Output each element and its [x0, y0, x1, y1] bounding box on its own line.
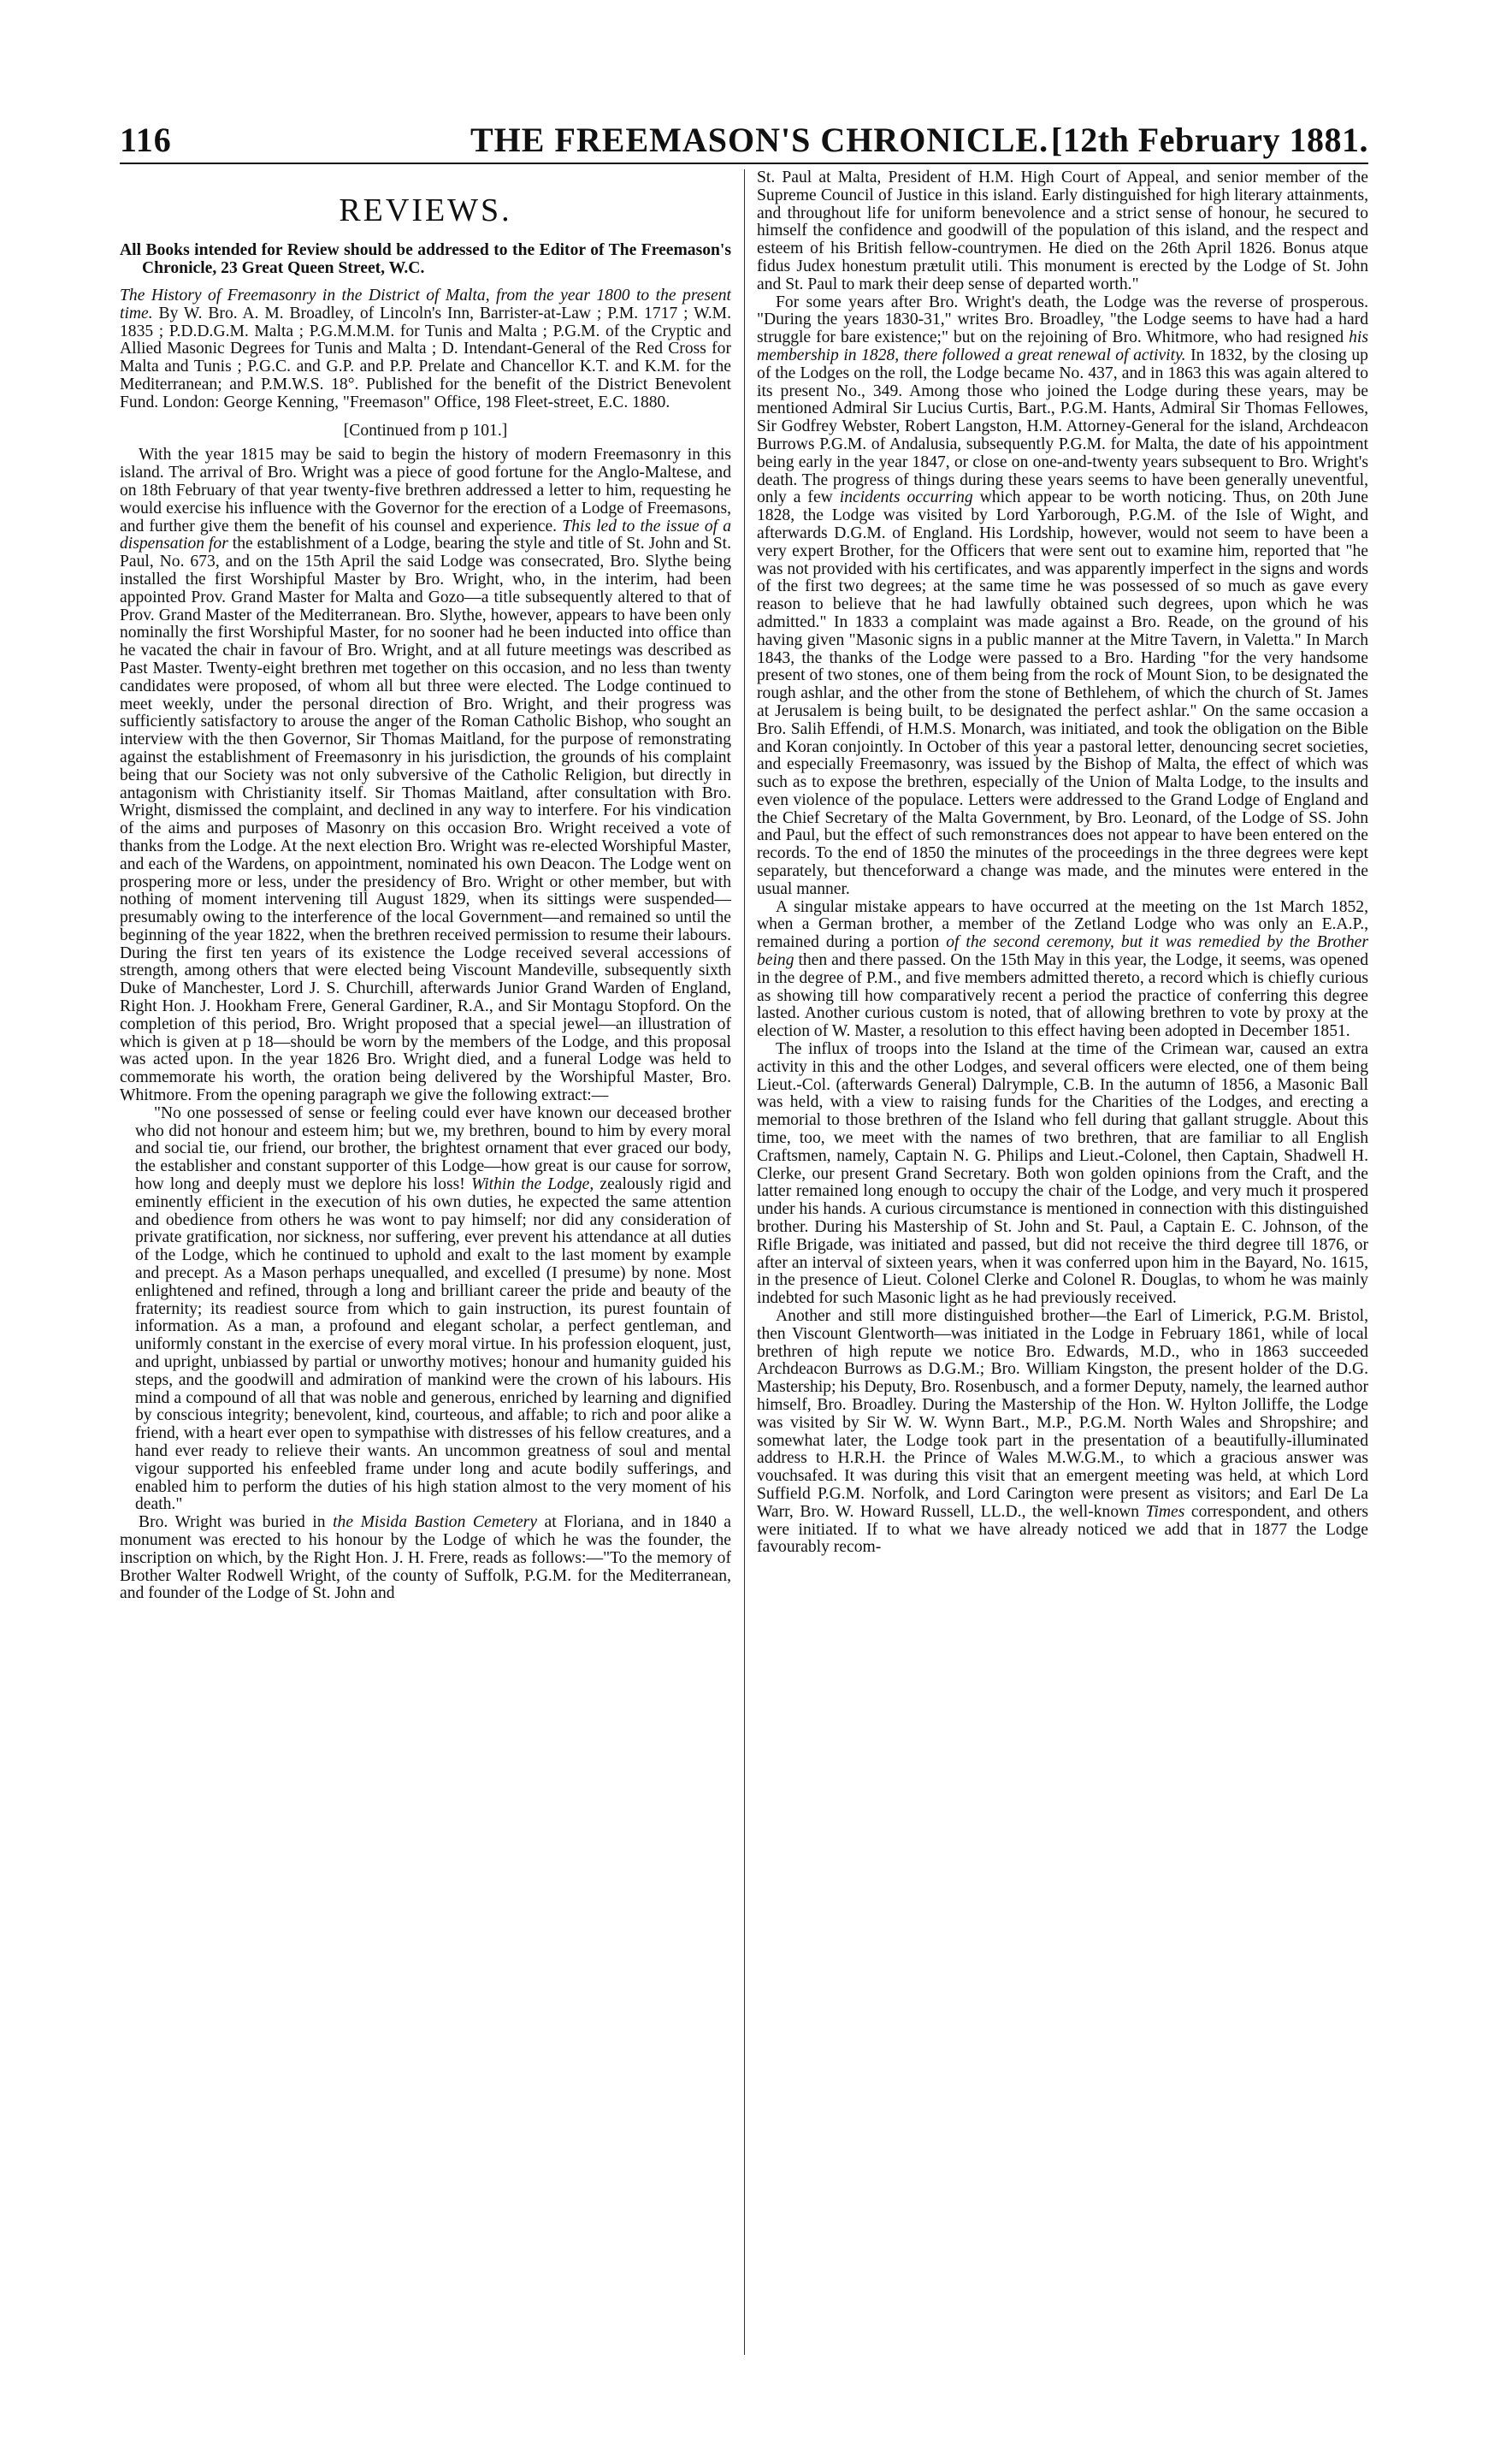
quote-text: zealously rigid and eminently efficient in the execution of his own duties, he expected the same attention and obedience from others he was wont to pay himself; nor did any consideration of private gratification, nor sickness, nor suffering, ever prevent his attendance at all duties of the Lodge, which he continued to uphold and exalt to the last moment by example and precept. As a Mason perhaps unequalled, and excelled (I presume) by none. Most enlightened and refined, through a long and brilliant career the pride and beauty of the fraternity; its readiest source from which to gain instruction, its purest fountain of information. As a man, a profound and elegant scholar, a perfect gentleman, and uniformly constant in the exercise of every moral virtue. In his profession eloquent, just, and upright, unbiassed by partial or unworthy motives; honour and humanity guided his steps, and the goodwill and admiration of mankind were the crown of his labours. His mind a compound of all that was noble and generous, enriched by learning and dignified by conscious integrity; benevolent, kind, courteous, and affable; to rich and poor alike a friend, with a heart ever open to sympathise with distresses of his fellow creatures, and a hand ever ready to relieve their wants. An uncommon greatness of soul and mental vigour supported his enfeebled frame under long and acute bodily sufferings, and enabled him to perform the duties of his high station almost to the very moment of his death." — [135, 1175, 731, 1514]
paragraph-text: Another and still more distinguished brother—the Earl of Limerick, P.G.M. Bristol, then Viscount Glentworth—was initiated in the Lodge in February 1861, while of local brethren of high repute we notice Bro. Edwards, M.D., who in 1863 succeeded Archdeacon Burrows as D.G.M.; Bro. William Kingston, the present holder of the D.G. Mastership; his Deputy, Bro. Rosenbusch, and a former Deputy, namely, the learned author himself, Bro. Broadley. During the Mastership of the Hon. W. Hylton Jolliffe, the Lodge was visited by Sir W. W. Wynn Bart., M.P., P.G.M. North Wales and Shropshire; and somewhat later, the Lodge took part in the presentation of a beautifully-illuminated address to H.R.H. the Prince of Wales M.W.G.M., to which a gracious answer was vouchsafed. It was during this visit that an emergent meeting was held, at which Lord Suffield P.G.M. Norfolk, and Lord Carington were present as visitors; and Earl De La Warr, Bro. W. Howard Russell, LL.D., the well-known — [757, 1307, 1368, 1521]
book-details: By W. Bro. A. M. Broadley, of Lincoln's Inn, Barrister-at-Law ; P.M. 1717 ; W.M. 1835 ; P.D.D.G.M. Malta ; P.G.M.M.M. for Tunis and Malta ; P.G.M. of the Cryptic and Allied Masonic Degrees for Tunis and Malta ; D. Intendant-General of the Red Cross for Malta and Tunis ; P.G.C. and G.P. and P.P. Prelate and Chancellor K.T. and K.M. for the Mediterranean; and P.M.W.S. 18°. Published for the benefit of the District Benevolent Fund. London: George Kenning, "Freemason" Office, 198 Fleet-street, E.C. 1880. — [120, 304, 731, 411]
paragraph-italic: This led to the issue of a dispensation for — [120, 517, 731, 553]
paragraph-text: correspondent, and others were initiated. If to what we have already noticed we add that in 1877 the Lodge favourably recom- — [757, 1502, 1368, 1557]
column-divider — [744, 169, 745, 2355]
paragraph-italic: incidents occurring — [839, 488, 973, 507]
review-notice: All Books intended for Review should be addressed to the Editor of The Freemason's Chronicle, 23 Great Queen Street, W.C. — [120, 241, 731, 277]
masthead — [120, 120, 1368, 164]
article-columns — [120, 169, 1368, 2355]
paragraph-text: With the year 1815 may be said to begin the history of modern Freemasonry in this island. The arrival of Bro. Wright was a piece of good fortune for the Anglo-Maltese, and on 18th February of that year twenty-five brethren addressed a letter to him, requesting he would exercise his influence with the Governor for the erection of a Lodge of Freemasons, and further give them the benefit of his counsel and experience. — [120, 446, 731, 535]
paragraph-text: at Floriana, and in 1840 a monument was erected to his honour by the Lodge of which he was the founder, the inscription on which, by the Right Hon. J. H. Frere, reads as follows:—"To the memory of Brother Walter Rodwell Wright, of the county of Suffolk, P.G.M. for the Mediterranean, and founder of the Lodge of St. John and — [120, 1513, 731, 1603]
paragraph: St. Paul at Malta, President of H.M. High Court of Appeal, and senior member of the Supreme Council of Justice in this island. Early distinguished for high literary attainments, and throughout life for uniform benevolence and a strict sense of honour, he secured to himself the confidence and goodwill of the population of this island, and the respect and esteem of his British fellow-countrymen. He died on the 26th April 1826. Bonus atque fidus Judex honestum prætulit utili. This monument is erected by the Lodge of St. John and St. Paul to mark their deep sense of departed worth." — [757, 169, 1368, 293]
page-number: 116 — [120, 121, 172, 159]
paragraph-italic: of the second ceremony, but it was remedied by the Brother being — [757, 933, 1368, 970]
paragraph-italic: his membership in 1828, there followed a great renewal of activity. — [757, 328, 1368, 364]
paragraph — [757, 899, 1368, 1041]
book-reference — [120, 287, 731, 412]
newspaper-title: THE FREEMASON'S CHRONICLE. — [470, 121, 1049, 159]
paragraph: The influx of troops into the Island at the time of the Crimean war, caused an extra activity in this and the other Lodges, and several officers were elected, one of them being Lieut.-Col. (afterwards General) Dalrymple, C.B. In the autumn of 1856, a Masonic Ball was held, with a view to raising funds for the Charities of the Lodges, and erecting a memorial to those brethren of the Island who fell during that gallant struggle. About this time, too, we meet with the names of two brethren, that are familiar to all English Craftsmen, namely, Captain N. G. Philips and Lieut.-Colonel, then Captain, Shadwell H. Clerke, our present Grand Secretary. Both won golden opinions from the Craft, and the latter remained long enough to occupy the chair of the Lodge, and very much it prospered under his hands. A curious circumstance is mentioned in connection with this distinguished brother. During his Mastership of St. John and St. Paul, a Captain E. C. Johnson, of the Rifle Brigade, was initiated and passed, but did not receive the third degree till 1876, or after an interval of sixteen years, when it was conferred upon him in the Bayard, No. 1615, in the presence of Lieut. Colonel Clerke and Colonel R. Douglas, to whom he was mainly indebted for such Masonic light as he had previously received. — [757, 1040, 1368, 1308]
paragraph-text: which appear to be worth noticing. Thus, on 20th June 1828, the Lodge was visited by Lord Yarborough, P.G.M. of the Isle of Wight, and afterwards D.G.M. of England. His Lordship, however, would not seem to have been a very expert Brother, for the Officers that were sent out to examine him, reported that "he was not provided with his certificates, and was apparently imperfect in the signs and words of the first two degrees; at the same time he was possessed of so much as gave every reason to believe that he had lawfully obtained such degrees, upon which he was admitted." In 1833 a complaint was made against a Bro. Reade, on the ground of his having given "Masonic signs in a public manner at the Mitre Tavern, in Valetta." In March 1843, the thanks of the Lodge were passed to a Bro. Harding "for the very handsome present of two stones, one of them being from the rock of Mount Sion, to be designated the rough ashlar, and the other from the stone of Bethlehem, of which the church of St. James at Jerusalem is being built, to be designated the perfect ashlar." On the same occasion a Bro. Salih Effendi, of H.M.S. Monarch, was initiated, and took the obligation on the Bible and Koran conjointly. In October of this year a pastoral letter, denouncing secret societies, and especially Freemasonry, was issued by the Bishop of Malta, the effect of which was such as to expose the brethren, especially of the Union of Malta Lodge, to the insults and even violence of the populace. Letters were addressed to the Grand Lodge of England and the Chief Secretary of the Malta Government, by Bro. Leonard, of the Lodge of SS. John and Paul, but the effect of such remonstrances does not appear to have been entered on the records. To the end of 1850 the minutes of the proceedings in the three degrees were kept separately, but thenceforward a change was made, and the minutes were entered in the usual manner. — [757, 488, 1368, 898]
paragraph-text: For some years after Bro. Wright's death, the Lodge was the reverse of prosperous. "During the years 1830-31," writes Bro. Broadley, "the Lodge seems to have had a hard struggle for bare existence;" but on the rejoining of Bro. Whitmore, who had resigned — [757, 293, 1368, 347]
paragraph — [120, 447, 731, 1104]
paragraph-italic: Times — [1145, 1502, 1185, 1521]
quote-text: "No one possessed of sense or feeling could ever have known our deceased brother who did not honour and esteem him; but we, my brethren, bound to him by every moral and social tie, our friend, our brother, the brightest ornament that ever graced our body, the establisher and constant supporter of this Lodge—how great is our cause for sorrow, how long and deeply must we deplore his loss! — [135, 1103, 731, 1194]
paragraph-text: In 1832, by the closing up of the Lodges on the roll, the Lodge became No. 437, and in 1863 this was again altered to its present No., 349. Among those who joined the Lodge during these years, may be mentioned Admiral Sir Lucius Curtis, Bart., P.G.M. Hants, Admiral Sir Thomas Fellowes, Sir Godfrey Webster, Robert Langston, H.M. Attorney-General for the island, Archdeacon Burrows P.G.M. of Andalusia, subsequently P.G.M. for Malta, the date of his appointment being early in the year 1847, or close on one-and-twenty years subsequent to Bro. Wright's death. The progress of things during these years seems to have been generally uneventful, only a few — [757, 346, 1368, 507]
paragraph — [757, 1308, 1368, 1557]
continued-note: [Continued from p 101.] — [343, 421, 508, 440]
right-column — [757, 169, 1368, 2355]
section-heading: REVIEWS. — [339, 192, 512, 228]
paragraph-text: then and there passed. On the 15th May in this year, the Lodge, it seems, was opened in the degree of P.M., and five members admitted thereto, a record which is chiefly curious as showing till how comparatively recent a period the practice of conferring this degree lasted. Another curious custom is noted, that of allowing brethren to vote by proxy at the election of W. Master, a resolution to this effect having been adopted in December 1851. — [757, 951, 1368, 1041]
paragraph-text: A singular mistake appears to have occurred at the meeting on the 1st March 1852, when a German brother, a member of the Zetland Lodge who was only an E.A.P., remained during a portion — [757, 897, 1368, 952]
paragraph — [757, 294, 1368, 899]
book-title: The History of Freemasonry in the District of Malta, from the year 1800 to the present time. — [120, 287, 731, 322]
newspaper-page — [120, 120, 1368, 2361]
paragraph — [120, 1514, 731, 1603]
paragraph-text: Bro. Wright was buried in — [139, 1513, 334, 1532]
paragraph-italic: the Misida Bastion Cemetery — [333, 1513, 538, 1532]
oration-quote — [120, 1105, 731, 1514]
quote-italic: Within the Lodge, — [470, 1175, 594, 1194]
paragraph-text: the establishment of a Lodge, bearing the style and title of St. John and St. Paul, No. 673, and on the 15th April the said Lodge was consecrated, Bro. Slythe being installed the first Worshipful Master by Bro. Wright, who, in the interim, had been appointed Prov. Grand Master for Malta and Gozo—a title subsequently altered to that of Prov. Grand Master of the Mediterranean. Bro. Slythe, however, appears to have been only nominally the first Worshipful Master, for no sooner had he been inducted into office than he vacated the chair in favour of Bro. Wright, and at all future meetings was described as Past Master. Twenty-eight brethren met together on this occasion, and no less than twenty candidates were proposed, of whom all but three were elected. The Lodge continued to meet weekly, under the personal direction of Bro. Wright, and their progress was sufficiently satisfactory to arouse the anger of the Roman Catholic Bishop, who sought an interview with the then Governor, Sir Thomas Maitland, for the purpose of remonstrating against the establishment of Freemasonry in his jurisdiction, the grounds of his complaint being that our Society was not only subversive of the Catholic Religion, but directly in antagonism with Christianity itself. Sir Thomas Maitland, after consultation with Bro. Wright, dismissed the complaint, and declined in any way to interfere. For his vindication of the aims and purposes of Masonry on this occasion Bro. Wright received a vote of thanks from the Lodge. At the next election Bro. Wright was re-elected Worshipful Master, and each of the Wardens, on appointment, nominated his own Deacon. The Lodge went on prospering more or less, under the presidency of Bro. Wright or other member, but with nothing of moment intervening till August 1829, when its sittings were suspended—presumably owing to the interference of the local Government—and remained so until the beginning of the year 1822, when the brethren received permission to resume their labours. During the first ten years of its existence the Lodge received several accessions of strength, among others that were elected being Viscount Mandeville, subsequently sixth Duke of Manchester, Lord J. S. Churchill, afterwards Junior Grand Warden of England, Right Hon. J. Hookham Frere, General Gardiner, R.A., and Sir Montagu Stopford. On the completion of this period, Bro. Wright proposed that a special jewel—an illustration of which is given at p 18—should be worn by the members of the Lodge, and this proposal was acted upon. In the year 1826 Bro. Wright died, and a funeral Lodge was held to commemorate his worth, the oration being delivered by the Worshipful Master, Bro. Whitmore. From the opening paragraph we give the following extract:— — [120, 535, 731, 1105]
issue-date: [12th February 1881. — [1050, 121, 1368, 159]
left-column — [120, 169, 731, 2355]
